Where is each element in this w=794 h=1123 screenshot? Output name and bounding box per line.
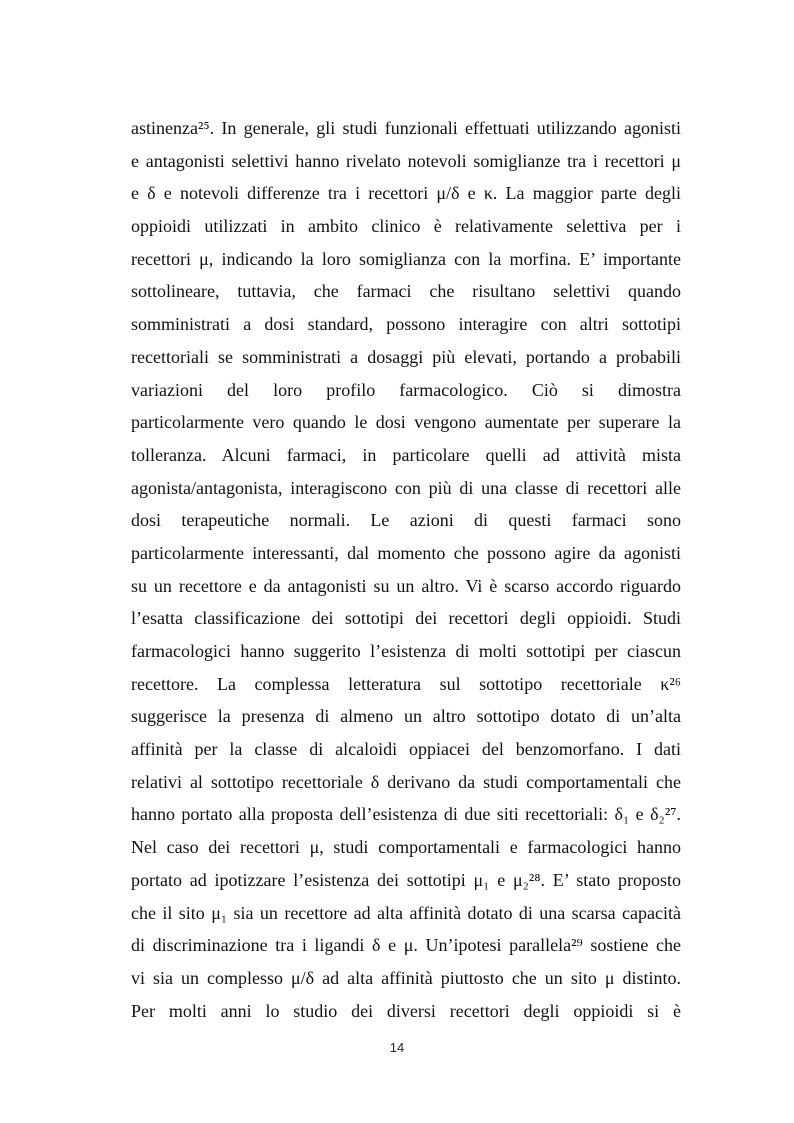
- text-line: affinità per la classe di alcaloidi oppiacei del benzomorfano. I dati: [131, 739, 681, 760]
- text-line: di discriminazione tra i ligandi δ e μ. Un’ipotesi parallela²⁹ sostiene che: [131, 935, 681, 956]
- text-line: recettoriali se somministrati a dosaggi più elevati, portando a probabili: [131, 346, 681, 367]
- text-line: somministrati a dosi standard, possono interagire con altri sottotipi: [131, 314, 681, 335]
- text-line: agonista/antagonista, interagiscono con più di una classe di recettori alle: [131, 477, 681, 498]
- text-line: oppioidi utilizzati in ambito clinico è relativamente selettiva per i: [131, 216, 681, 237]
- text-line: e δ e notevoli differenze tra i recettori μ/δ e κ. La maggior parte degli: [131, 183, 681, 204]
- text-line: astinenza²⁵. In generale, gli studi funzionali effettuati utilizzando agonisti: [131, 118, 681, 138]
- text-line: Nel caso dei recettori μ, studi comportamentali e farmacologici hanno: [131, 837, 681, 858]
- text-line: particolarmente vero quando le dosi vengono aumentate per superare la: [131, 412, 681, 433]
- text-line: Per molti anni lo studio dei diversi recettori degli oppioidi si è: [131, 1000, 681, 1021]
- text-line: suggerisce la presenza di almeno un altro sottotipo dotato di un’alta: [131, 706, 681, 727]
- text-line: dosi terapeutiche normali. Le azioni di questi farmaci sono: [131, 510, 681, 531]
- text-line: l’esatta classificazione dei sottotipi dei recettori degli oppioidi. Studi: [131, 608, 681, 629]
- text-line: farmacologici hanno suggerito l’esistenza di molti sottotipi per ciascun: [131, 641, 681, 661]
- text-line: e antagonisti selettivi hanno rivelato notevoli somiglianze tra i recettori μ: [131, 150, 681, 171]
- body-paragraph: [131, 112, 681, 1027]
- text-line: recettori μ, indicando la loro somiglianza con la morfina. E’ importante: [131, 248, 681, 269]
- text-line: particolarmente interessanti, dal momento che possono agire da agonisti: [131, 542, 681, 563]
- text-line: su un recettore e da antagonisti su un altro. Vi è scarso accordo riguardo: [131, 575, 681, 596]
- text-line: portato ad ipotizzare l’esistenza dei sottotipi μ₁ e μ₂²⁸. E’ stato proposto: [131, 869, 681, 890]
- text-line: hanno portato alla proposta dell’esistenza di due siti recettoriali: δ₁ e δ₂²⁷.: [131, 804, 681, 825]
- text-line: vi sia un complesso μ/δ ad alta affinità piuttosto che un sito μ distinto.: [131, 967, 681, 988]
- text-line: che il sito μ₁ sia un recettore ad alta affinità dotato di una scarsa capacità: [131, 902, 681, 923]
- text-line: recettore. La complessa letteratura sul sottotipo recettoriale κ²⁶: [131, 673, 681, 694]
- page-number: 14: [389, 1040, 405, 1055]
- text-line: variazioni del loro profilo farmacologico. Ciò si dimostra: [131, 379, 681, 400]
- text-line: sottolineare, tuttavia, che farmaci che risultano selettivi quando: [131, 281, 681, 302]
- text-line: tolleranza. Alcuni farmaci, in particolare quelli ad attività mista: [131, 444, 681, 465]
- text-line: relativi al sottotipo recettoriale δ derivano da studi comportamentali che: [131, 771, 681, 792]
